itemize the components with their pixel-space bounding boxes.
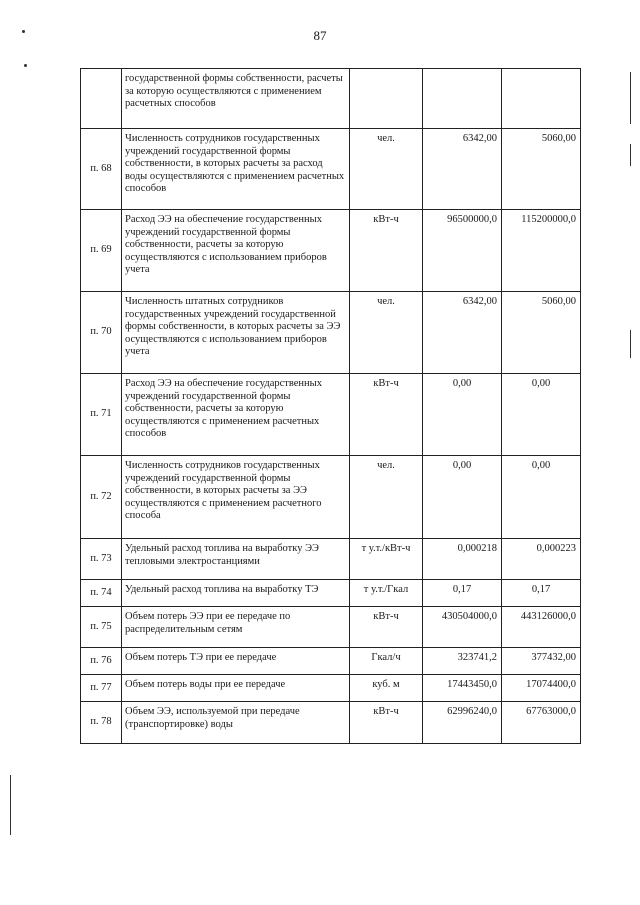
row-number: п. 76	[81, 648, 122, 675]
table-row	[81, 129, 581, 210]
row-unit: т у.т./Гкал	[350, 580, 423, 607]
row-value-1: 62996240,0	[423, 702, 502, 744]
row-description: Объем потерь ЭЭ при ее передаче по распределительным сетям	[122, 607, 350, 648]
row-unit: кВт-ч	[350, 607, 423, 648]
row-description: Численность сотрудников государственных учреждений государственной формы собственности, в которых расчеты за расход воды осуществляются с применением расчетных способов	[122, 129, 350, 210]
row-value-2: 0,00	[502, 456, 581, 539]
row-value-2: 0,17	[502, 580, 581, 607]
row-number: п. 69	[81, 210, 122, 292]
row-value-1	[423, 69, 502, 129]
table-row	[81, 675, 581, 702]
row-unit: т у.т./кВт-ч	[350, 539, 423, 580]
row-number: п. 73	[81, 539, 122, 580]
row-unit: чел.	[350, 129, 423, 210]
row-number: п. 70	[81, 292, 122, 374]
row-unit: чел.	[350, 292, 423, 374]
table-row	[81, 210, 581, 292]
row-unit: кВт-ч	[350, 210, 423, 292]
row-number: п. 78	[81, 702, 122, 744]
row-description: Численность сотрудников государственных учреждений государственной формы собственности, в которых расчеты за ЭЭ осуществляются с применением расчетного способа	[122, 456, 350, 539]
row-number: п. 74	[81, 580, 122, 607]
row-value-2: 67763000,0	[502, 702, 581, 744]
row-value-2: 377432,00	[502, 648, 581, 675]
row-number: п. 68	[81, 129, 122, 210]
row-value-1: 0,17	[423, 580, 502, 607]
row-description: Объем потерь ТЭ при ее передаче	[122, 648, 350, 675]
row-value-2: 0,00	[502, 374, 581, 456]
row-value-2: 17074400,0	[502, 675, 581, 702]
row-value-2	[502, 69, 581, 129]
row-number: п. 77	[81, 675, 122, 702]
table-row	[81, 607, 581, 648]
scan-mark	[630, 144, 631, 166]
scan-mark	[10, 775, 11, 835]
row-description: Расход ЭЭ на обеспечение государственных учреждений государственной формы собственности, расчеты за которую осуществляются с использованием приборов учета	[122, 210, 350, 292]
row-value-1: 96500000,0	[423, 210, 502, 292]
row-value-1: 0,00	[423, 456, 502, 539]
row-value-1: 6342,00	[423, 129, 502, 210]
row-value-2: 443126000,0	[502, 607, 581, 648]
scan-mark	[630, 330, 631, 358]
row-unit: кВт-ч	[350, 374, 423, 456]
row-number: п. 72	[81, 456, 122, 539]
row-value-1: 6342,00	[423, 292, 502, 374]
table-row	[81, 69, 581, 129]
row-value-1: 0,000218	[423, 539, 502, 580]
row-unit	[350, 69, 423, 129]
row-value-1: 0,00	[423, 374, 502, 456]
data-table	[80, 68, 581, 744]
page-number: 87	[313, 28, 327, 43]
scan-mark	[22, 30, 25, 33]
table-row	[81, 539, 581, 580]
row-description: Удельный расход топлива на выработку ТЭ	[122, 580, 350, 607]
row-description: Удельный расход топлива на выработку ЭЭ тепловыми электростанциями	[122, 539, 350, 580]
row-number: п. 75	[81, 607, 122, 648]
table-row	[81, 456, 581, 539]
scan-mark	[24, 64, 27, 67]
row-unit: чел.	[350, 456, 423, 539]
table-row	[81, 702, 581, 744]
row-description: Расход ЭЭ на обеспечение государственных учреждений государственной формы собственности, расчеты за которую осуществляются с применением расчетных способов	[122, 374, 350, 456]
row-value-2: 0,000223	[502, 539, 581, 580]
row-unit: кВт-ч	[350, 702, 423, 744]
row-unit: куб. м	[350, 675, 423, 702]
row-value-1: 17443450,0	[423, 675, 502, 702]
row-value-1: 323741,2	[423, 648, 502, 675]
row-number	[81, 69, 122, 129]
row-description: государственной формы собственности, расчеты за которую осуществляются с применением расчетных способов	[122, 69, 350, 129]
table-row	[81, 580, 581, 607]
scan-mark	[630, 72, 631, 124]
row-description: Численность штатных сотрудников государственных учреждений государственной формы собственности, в которых расчеты за ЭЭ осуществляются с использованием приборов учета	[122, 292, 350, 374]
row-value-1: 430504000,0	[423, 607, 502, 648]
table-row	[81, 648, 581, 675]
table-row	[81, 374, 581, 456]
row-description: Объем ЭЭ, используемой при передаче (транспортировке) воды	[122, 702, 350, 744]
row-value-2: 5060,00	[502, 292, 581, 374]
row-value-2: 115200000,0	[502, 210, 581, 292]
row-unit: Гкал/ч	[350, 648, 423, 675]
row-value-2: 5060,00	[502, 129, 581, 210]
table-row	[81, 292, 581, 374]
row-description: Объем потерь воды при ее передаче	[122, 675, 350, 702]
row-number: п. 71	[81, 374, 122, 456]
